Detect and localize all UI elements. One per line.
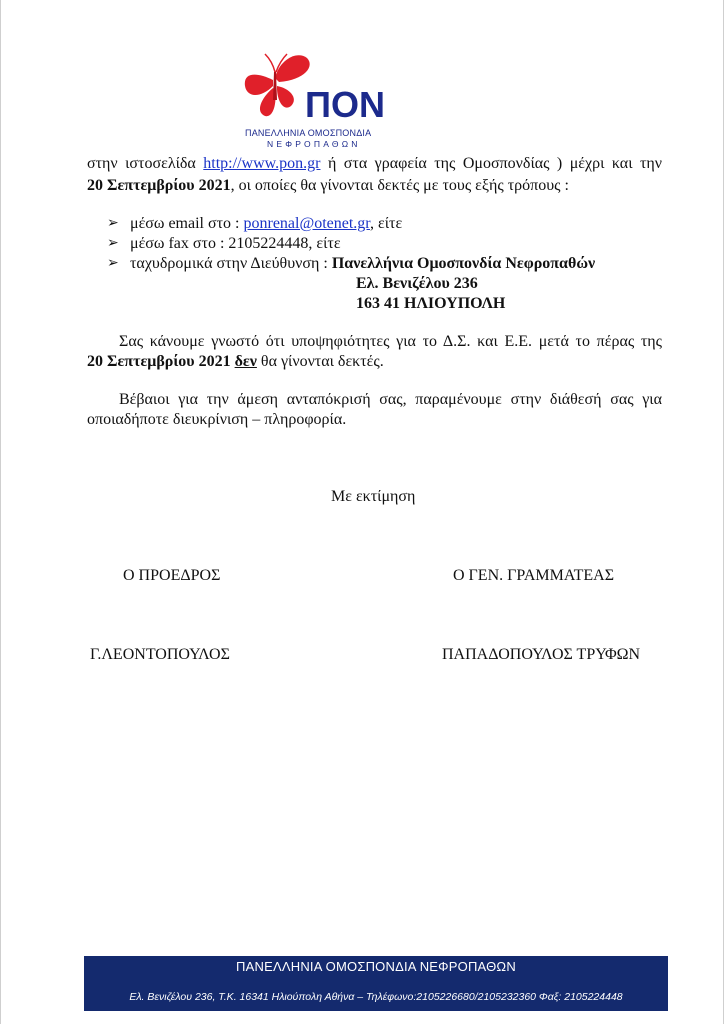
paragraph-2-line-2: 20 Σεπτεμβρίου 2021 δεν θα γίνονται δεκτές. [87,353,384,370]
president-name: Γ.ΛΕΟΝΤΟΠΟΥΛΟΣ [90,646,230,663]
arrow-bullet-icon: ➢ [107,216,119,231]
president-title: Ο ΠΡΟΕΔΡΟΣ [123,567,221,584]
footer-org-name: ΠΑΝΕΛΛΗΝΙΑ ΟΜΟΣΠΟΝΔΙΑ ΝΕΦΡΟΠΑΘΩΝ [236,959,516,974]
address-city: 163 41 ΗΛΙΟΥΠΟΛΗ [356,295,506,312]
paragraph-2-line-1: Σας κάνουμε γνωστό ότι υποψηφιότητες για το Δ.Σ. και Ε.Ε. μετά το πέρας της [119,333,662,350]
address-street: Ελ. Βενιζέλου 236 [356,275,478,292]
arrow-bullet-icon: ➢ [107,236,119,251]
butterfly-icon [235,42,315,122]
footer-contact-info: Ελ. Βενιζέλου 236, Τ.Κ. 16341 Ηλιούπολη Αθήνα – Τηλέφωνο:2105226680/2105232360 Φαξ: 2105224448 [129,991,623,1003]
bullet-fax: μέσω fax στο : 2105224448, είτε [130,235,341,252]
deadline-date: 20 Σεπτεμβρίου 2021 [87,177,231,194]
logo-wordmark: ΠΟΝ [305,84,385,125]
secretary-name: ΠΑΠΑΔΟΠΟΥΛΟΣ ΤΡΥΦΩΝ [442,646,641,663]
email-link[interactable]: ponrenal@otenet.gr [243,215,370,232]
closing-greeting: Με εκτίμηση [331,488,416,505]
website-link[interactable]: http://www.pon.gr [203,155,321,172]
arrow-bullet-icon: ➢ [107,256,119,271]
logo-org-subname: ΝΕΦΡΟΠΑΘΩΝ [267,139,361,149]
bullet-post: ταχυδρομικά στην Διεύθυνση : Πανελλήνια Ομοσπονδία Νεφροπαθών [130,255,596,272]
footer-banner [84,956,668,1011]
org-name-bold: Πανελλήνια Ομοσπονδία Νεφροπαθών [331,255,596,272]
paragraph-3-line-1: Βέβαιοι για την άμεση ανταπόκρισή σας, παραμένουμε στην διάθεσή σας για [119,391,662,408]
not-underlined-word: δεν [234,353,257,370]
paragraph-3-line-2: οποιαδήποτε διευκρίνιση – πληροφορία. [87,411,347,428]
secretary-title: Ο ΓΕΝ. ΓΡΑΜΜΑΤΕΑΣ [453,567,615,584]
pon-logo [231,40,401,155]
paragraph-1-line-2: 20 Σεπτεμβρίου 2021, οι οποίες θα γίνονται δεκτές με τους εξής τρόπους : [87,177,569,194]
bullet-email: μέσω email στο : ponrenal@otenet.gr, είτε [130,215,403,232]
paragraph-1-line-1: στην ιστοσελίδα http://www.pon.gr ή στα γραφεία της Ομοσπονδίας ) μέχρι και την [87,155,662,172]
logo-org-name: ΠΑΝΕΛΛΗΝΙΑ ΟΜΟΣΠΟΝΔΙΑ [245,128,372,138]
